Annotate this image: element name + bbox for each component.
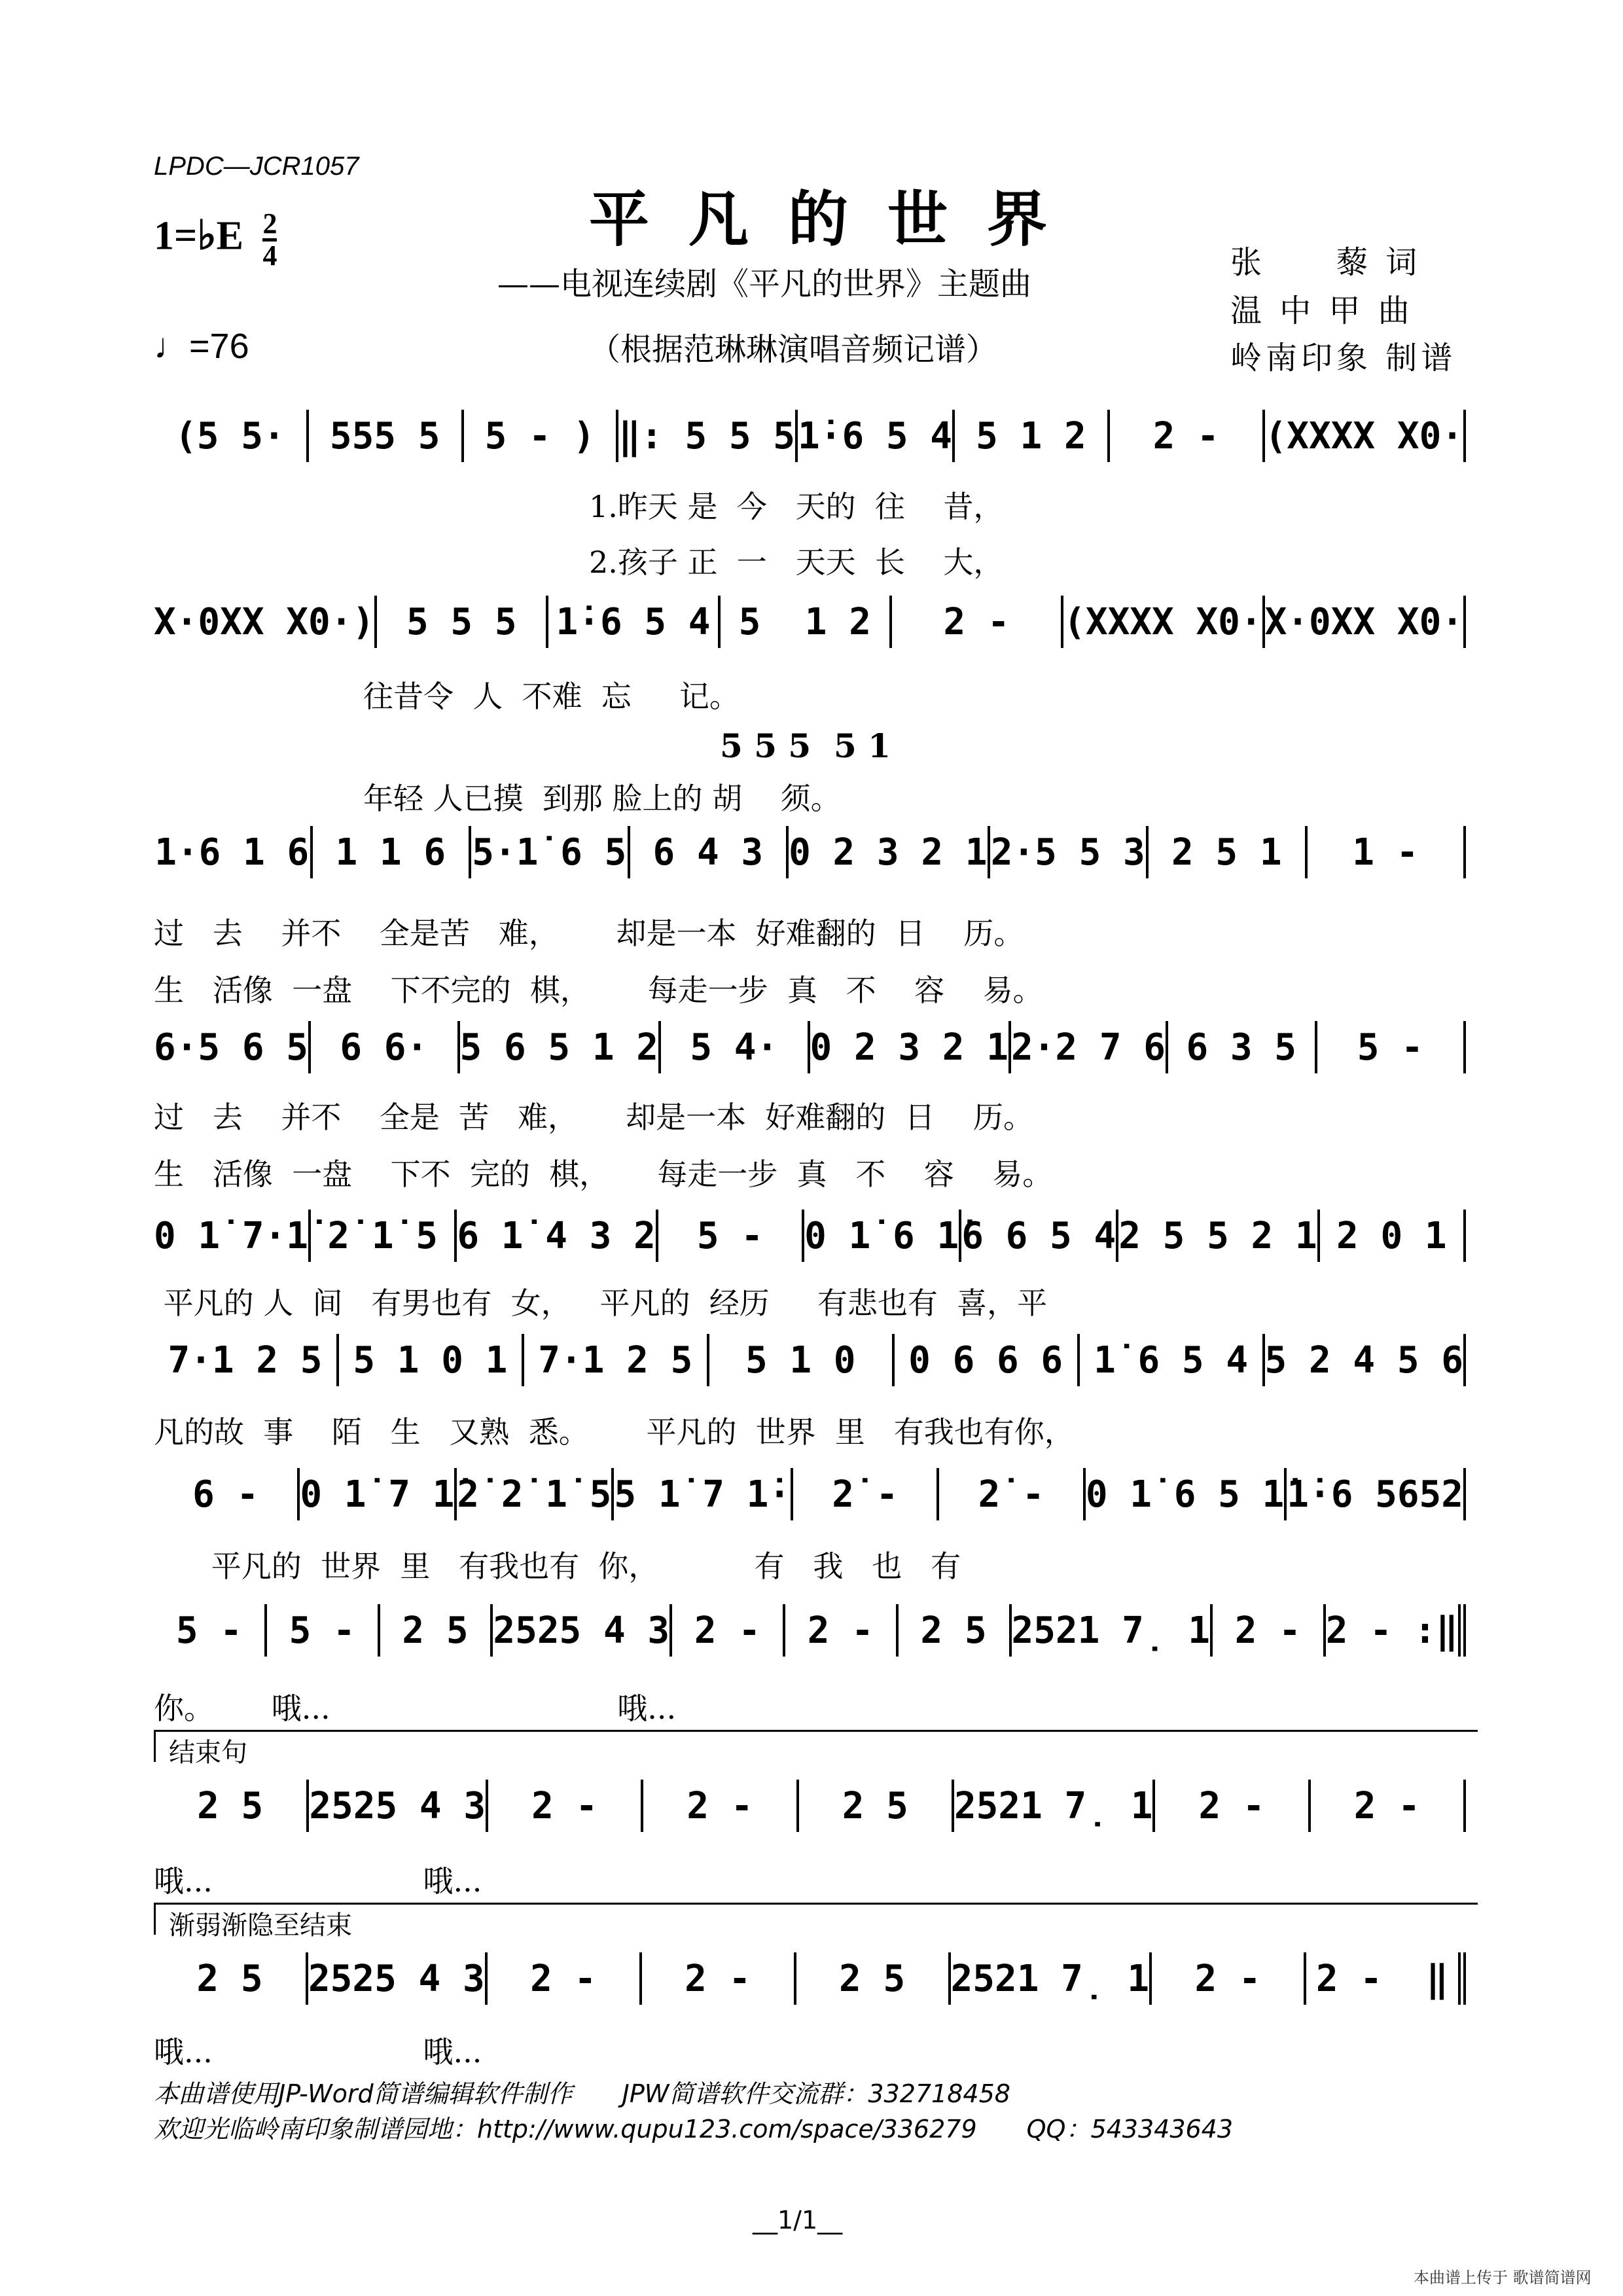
measure: 5·1̇ 6 5 (471, 826, 630, 878)
score-line (154, 1780, 1466, 1832)
measure: 2525 4 3 (309, 1780, 488, 1832)
measure: 2 - (488, 1952, 642, 2005)
measure: 2 - ‖ (1306, 1952, 1466, 2005)
measure: 1 - (1308, 826, 1467, 878)
measure: ‖: 5 5 5 (618, 410, 798, 462)
measure: 2 5 (899, 1604, 1012, 1657)
measure: 0 1̇ 6 1̇ (804, 1210, 961, 1262)
lyric-line: 生 活像 一盘 下不完的 棋， 每走一步 真 不 容 易。 (154, 973, 1043, 1008)
measure: 2 5 5 2 1 (1118, 1210, 1319, 1262)
footer-website-note: 欢迎光临岭南印象制谱园地：http://www.qupu123.com/space/336279 QQ：543343643 (154, 2115, 1234, 2144)
measure: 5 1 2 (721, 596, 892, 648)
footer-software-note: 本曲谱使用JP-Word简谱编辑软件制作 JPW简谱软件交流群：332718458 (154, 2079, 1010, 2108)
score-line (154, 1952, 1466, 2005)
lyric-line: 你。 哦... 哦... (154, 1691, 677, 1726)
measure: 5 6 5 1 2 (460, 1021, 661, 1073)
lyric-line: 1.昨天 是 今 天的 往 昔， (589, 489, 1004, 524)
measure: 2 - :‖ (1326, 1604, 1466, 1657)
alternate-notes: 5 5 5 5 1 (720, 726, 891, 765)
measure: (XXXX X0· (1063, 596, 1264, 648)
measure: 1 1 6 (313, 826, 472, 878)
source-note: （根据范琳琳演唱音频记谱） (589, 331, 998, 368)
lyric-line: 哦... 哦... (154, 2034, 482, 2070)
measure: 7·1 2 5 (154, 1334, 339, 1386)
measure: 2 - (642, 1952, 796, 2005)
measure: 2 - (672, 1604, 785, 1657)
measure: 2521 7̣ 1 (1012, 1604, 1213, 1657)
measure: (XXXX X0· (1265, 410, 1466, 462)
score-code: LPDC—JCR1057 (154, 152, 359, 181)
key-text: 1=♭E (154, 213, 243, 259)
score-line (154, 410, 1466, 462)
score-line (154, 826, 1466, 878)
measure: 6 3 5 (1168, 1021, 1317, 1073)
measure: 2 - (1110, 410, 1265, 462)
measure: 6 6 5 4 (961, 1210, 1118, 1262)
measure: 0 1̇ 7·1̇ (154, 1210, 311, 1262)
measure: 1̇·6 5 4 (798, 410, 955, 462)
lyric-line: 平凡的 人 间 有男也有 女， 平凡的 经历 有悲也有 喜，平 (154, 1285, 1048, 1321)
measure: 5 - (154, 1604, 267, 1657)
key-signature (154, 209, 277, 270)
measure: 5 - (1317, 1021, 1467, 1073)
subtitle: ——电视连续剧《平凡的世界》主题曲 (497, 266, 1032, 302)
measure: 2 - (643, 1780, 798, 1832)
time-signature (262, 209, 277, 270)
measure: X·0XX X0· (1265, 596, 1466, 648)
measure: 2̇ - (793, 1468, 939, 1520)
measure: 2̇ 2̇ 1̇ 5 (457, 1468, 614, 1520)
composer-credit: 温 中 甲 曲 (1230, 293, 1414, 329)
score-line (154, 1334, 1466, 1386)
measure: 2 - (892, 596, 1063, 648)
measure: 2 - (488, 1780, 643, 1832)
measure: 2·2 7 6 (1011, 1021, 1168, 1073)
song-title: 平凡的世界 (589, 184, 1087, 255)
measure: 5 1̇ 7 1̇· (614, 1468, 793, 1520)
tempo-mark: ♩=76 (154, 327, 249, 366)
section-label: 结束句 (154, 1730, 1478, 1762)
measure: 555 5 (309, 410, 464, 462)
measure: 5 1 0 (709, 1334, 895, 1386)
measure: 6 1̇ 4 3 2 (457, 1210, 658, 1262)
measure: 2̇ - (939, 1468, 1085, 1520)
measure: 2 5 (380, 1604, 493, 1657)
measure: 2 5 (154, 1780, 309, 1832)
measure: 1̇ 6 5 4 (1080, 1334, 1265, 1386)
measure: X·0XX X0·) (154, 596, 377, 648)
measure: 2·5 5 3 (990, 826, 1149, 878)
measure: 2525 4 3 (308, 1952, 488, 2005)
measure: 5 4· (661, 1021, 810, 1073)
measure: 2 5 (796, 1952, 951, 2005)
measure: 5 1 0 1 (339, 1334, 524, 1386)
measure: 6 4 3 (630, 826, 789, 878)
lyric-line: 凡的故 事 陌 生 又熟 悉。 平凡的 世界 里 有我也有你， (154, 1414, 1075, 1450)
measure: (5 5· (154, 410, 309, 462)
measure: 2 5 (799, 1780, 954, 1832)
watermark: 本曲谱上传于 歌谱简谱网 (1414, 2269, 1592, 2287)
lyric-line-alt: 年轻 人已摸 到那 脸上的 胡 须。 (363, 781, 841, 816)
measure: 7·1 2 5 (524, 1334, 709, 1386)
page-number: __1/1__ (753, 2206, 843, 2234)
measure: 2 0 1 (1320, 1210, 1466, 1262)
lyric-line: 往昔令 人 不难 忘 记。 (363, 679, 740, 714)
measure: 2 5 1 (1149, 826, 1308, 878)
lyric-line: 过 去 并不 全是 苦 难， 却是一本 好难翻的 日 历。 (154, 1100, 1034, 1135)
score-line (154, 1210, 1466, 1262)
measure: 5 - (658, 1210, 804, 1262)
measure: 1̇·6 5652 (1287, 1468, 1466, 1520)
score-line (154, 1604, 1466, 1657)
measure: 0 2 3 2 1 (789, 826, 990, 878)
measure: 5 - ) (464, 410, 619, 462)
score-line (154, 596, 1466, 648)
measure: 2 - (1213, 1604, 1326, 1657)
score-line (154, 1021, 1466, 1073)
measure: 5 2 4 5 6 (1265, 1334, 1466, 1386)
measure: 2521 7̣ 1 (954, 1780, 1155, 1832)
lyric-line: 2.孩子 正 一 天天 长 大， (589, 545, 1004, 580)
measure: 0 1̇ 7 1̇ (300, 1468, 457, 1520)
measure: 2̇ 1̇ 5 (311, 1210, 457, 1262)
measure: 0 6 6 6 (895, 1334, 1080, 1386)
time-top: 2 (262, 209, 277, 242)
measure: 6·5 6 5 (154, 1021, 311, 1073)
measure: 2525 4 3 (493, 1604, 672, 1657)
lyricist-credit: 张 藜 词 (1230, 244, 1421, 281)
measure: 2521 7̣ 1 (951, 1952, 1152, 2005)
measure: 1·6 1 6 (154, 826, 313, 878)
measure: 2 5 (154, 1952, 308, 2005)
time-bottom: 4 (262, 240, 277, 272)
lyric-line: 生 活像 一盘 下不 完的 棋， 每走一步 真 不 容 易。 (154, 1157, 1053, 1192)
measure: 2 - (1155, 1780, 1310, 1832)
measure: 0 2 3 2 1 (810, 1021, 1011, 1073)
lyric-line: 哦... 哦... (154, 1863, 482, 1899)
lyric-line: 平凡的 世界 里 有我也有 你， 有 我 也 有 (154, 1549, 961, 1584)
measure: 0 1̇ 6 5 1̇ (1086, 1468, 1287, 1520)
section-label: 渐弱渐隐至结束 (154, 1903, 1478, 1935)
measure: 1̇·6 5 4 (548, 596, 720, 648)
measure: 5 1 2 (955, 410, 1110, 462)
lyric-line: 过 去 并不 全是苦 难， 却是一本 好难翻的 日 历。 (154, 916, 1024, 951)
score-line (154, 1468, 1466, 1520)
measure: 5 - (267, 1604, 380, 1657)
measure: 2 - (785, 1604, 899, 1657)
measure: 5 5 5 (377, 596, 548, 648)
measure: 6 - (154, 1468, 300, 1520)
arranger-credit: 岭南印象 制谱 (1230, 340, 1457, 376)
measure: 2 - (1311, 1780, 1466, 1832)
measure: 2 - (1152, 1952, 1306, 2005)
measure: 6 6· (311, 1021, 460, 1073)
